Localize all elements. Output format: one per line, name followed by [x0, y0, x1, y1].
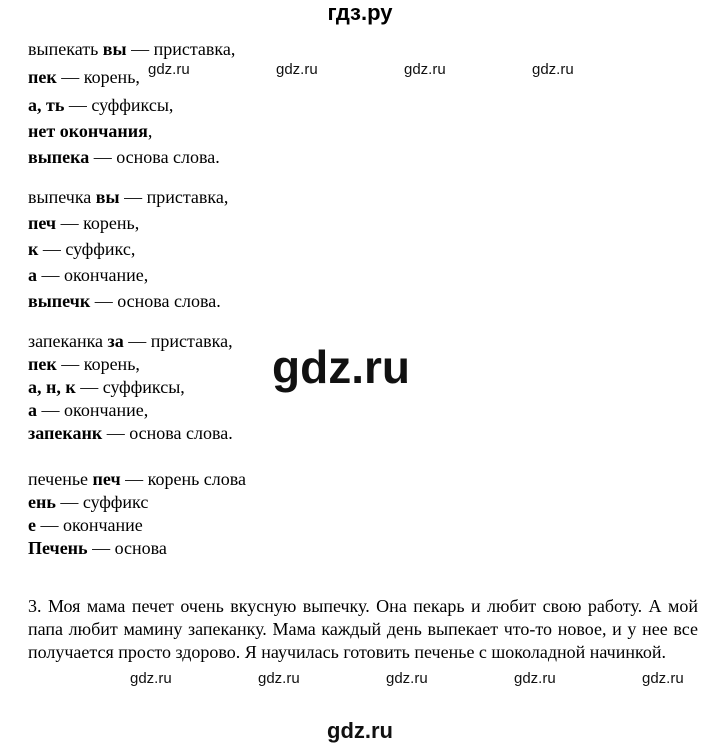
- analysis-line: пек — корень,: [28, 67, 140, 87]
- analysis-line: нет окончания,: [28, 121, 153, 141]
- analysis-line: выпека — основа слова.: [28, 147, 220, 167]
- watermark: gdz.ru: [130, 670, 172, 687]
- watermark-big: gdz.ru: [272, 341, 410, 393]
- analysis-line: ень — суффикс: [28, 492, 149, 512]
- analysis-line: к — суффикс,: [28, 239, 136, 259]
- analysis-line: выпечк — основа слова.: [28, 291, 221, 311]
- analysis-line: печ — корень,: [28, 213, 140, 233]
- analysis-line: выпечка вы — приставка,: [28, 187, 229, 207]
- analysis-line: а — окончание,: [28, 265, 149, 285]
- analysis-line: е — окончание: [28, 515, 143, 535]
- watermark: gdz.ru: [276, 61, 318, 78]
- task-3-paragraph: 3. Моя мама печет очень вкусную выпечку. Она пекарь и любит свою работу. А мой папа любит мамину запеканку. Мама каждый день выпекает что-то новое, и у нее все получается просто здорово. Я научилась готовить печенье с шоколадной начинкой.: [28, 596, 698, 662]
- analysis-line: печенье печ — корень слова: [28, 469, 247, 489]
- analysis-line: пек — корень,: [28, 354, 140, 374]
- watermark: gdz.ru: [404, 61, 446, 78]
- watermark: gdz.ru: [258, 670, 300, 687]
- watermark: gdz.ru: [532, 61, 574, 78]
- analysis-line: запеканк — основа слова.: [28, 423, 233, 443]
- watermark-footer: gdz.ru: [327, 718, 393, 743]
- watermark: gdz.ru: [642, 670, 684, 687]
- watermark: gdz.ru: [514, 670, 556, 687]
- analysis-line: а — окончание,: [28, 400, 149, 420]
- analysis-line: запеканка за — приставка,: [28, 331, 233, 351]
- analysis-line: выпекать вы — приставка,: [28, 39, 236, 59]
- analysis-line: а, ть — суффиксы,: [28, 95, 174, 115]
- analysis-line: Печень — основа: [28, 538, 167, 558]
- watermark: gdz.ru: [386, 670, 428, 687]
- analysis-line: а, н, к — суффиксы,: [28, 377, 185, 397]
- site-header: гдз.ру: [327, 0, 393, 25]
- watermark: gdz.ru: [148, 61, 190, 78]
